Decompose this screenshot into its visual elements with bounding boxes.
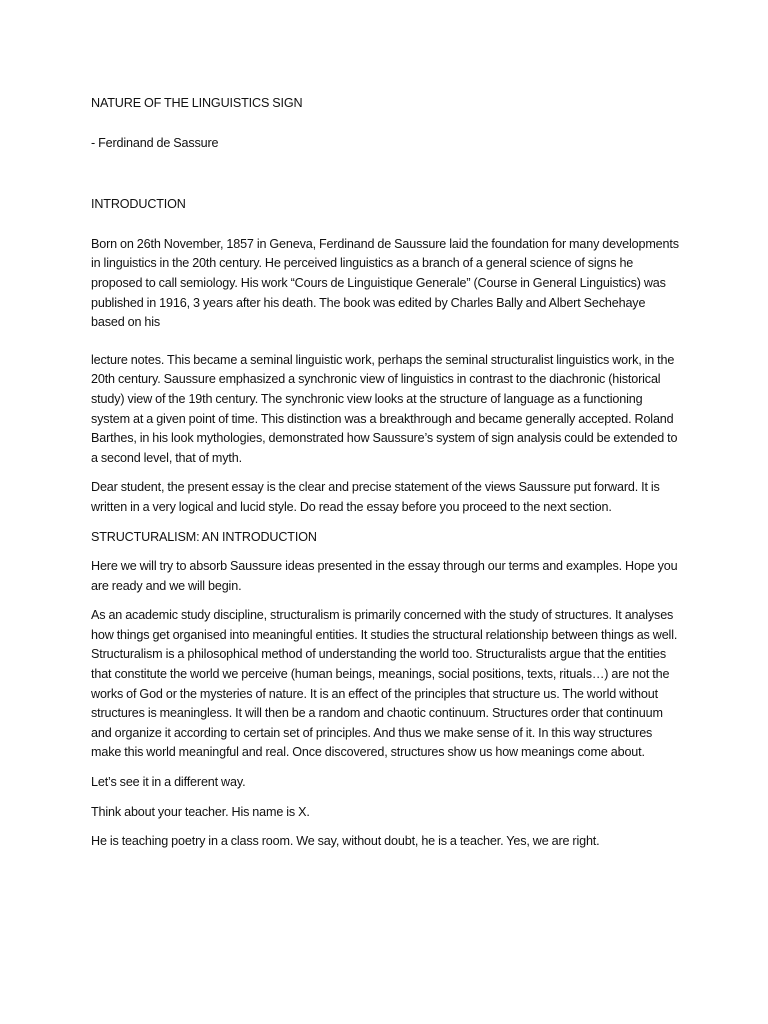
paragraph-structuralism-2: As an academic study discipline, structuralism is primarily concerned with the study of structures. It analyses how things get organised into meaningful entities. It studies the structural relationship between things as well. Structuralism is a philosophical method of understanding the world too. Structuralists argue that the entities that constitute the world we perceive (human beings, meanings, social positions, texts, rituals…) are not the works of God or the mysteries of nature. It is an effect of the principles that structure us. The world without structures is meaningless. It will then be a random and chaotic continuum. Structures order that continuum and organize it according to certain set of principles. And thus we make sense of it. In this way structures make this world meaningful and real. Once discovered, structures show us how meanings come about. [91, 608, 678, 760]
paragraph-structuralism-1: Here we will try to absorb Saussure ideas presented in the essay through our terms and examples. Hope you are ready and we will begin. [91, 559, 678, 593]
paragraph-structuralism-3: Let’s see it in a different way. [91, 775, 246, 790]
paragraph-intro-2: lecture notes. This became a seminal linguistic work, perhaps the seminal structuralist linguistics work, in the 20th century. Saussure emphasized a synchronic view of linguistics in contrast to the diachronic (historical study) view of the 19th century. The synchronic view looks at the structure of language as a functioning system at a given point of time. This distinction was a breakthrough and became generally accepted. Roland Barthes, in his look mythologies, demonstrated how Saussure’s system of sign analysis could be extended to a second level, that of myth. [91, 352, 678, 465]
document-title: NATURE OF THE LINGUISTICS SIGN [91, 96, 303, 110]
paragraph-intro-3: Dear student, the present essay is the clear and precise statement of the views Saussure put forward. It is written in a very logical and lucid style. Do read the essay before you proceed to the next section. [91, 480, 660, 514]
paragraph-structuralism-5: He is teaching poetry in a class room. We say, without doubt, he is a teacher. Yes, we are right. [91, 834, 600, 849]
document-body [91, 94, 679, 852]
document-author: - Ferdinand de Sassure [91, 135, 219, 150]
paragraph-structuralism-4: Think about your teacher. His name is X. [91, 804, 310, 819]
paragraph-intro-1: Born on 26th November, 1857 in Geneva, Ferdinand de Saussure laid the foundation for many developments in linguistics in the 20th century. He perceived linguistics as a branch of a general science of signs he proposed to call semiology. His work “Cours de Linguistique Generale” (Course in General Linguistics) was published in 1916, 3 years after his death. The book was edited by Charles Bally and Albert Sechehaye based on his [91, 236, 679, 330]
section-heading-structuralism: STRUCTURALISM: AN INTRODUCTION [91, 529, 317, 544]
section-heading-introduction: INTRODUCTION [91, 197, 186, 212]
